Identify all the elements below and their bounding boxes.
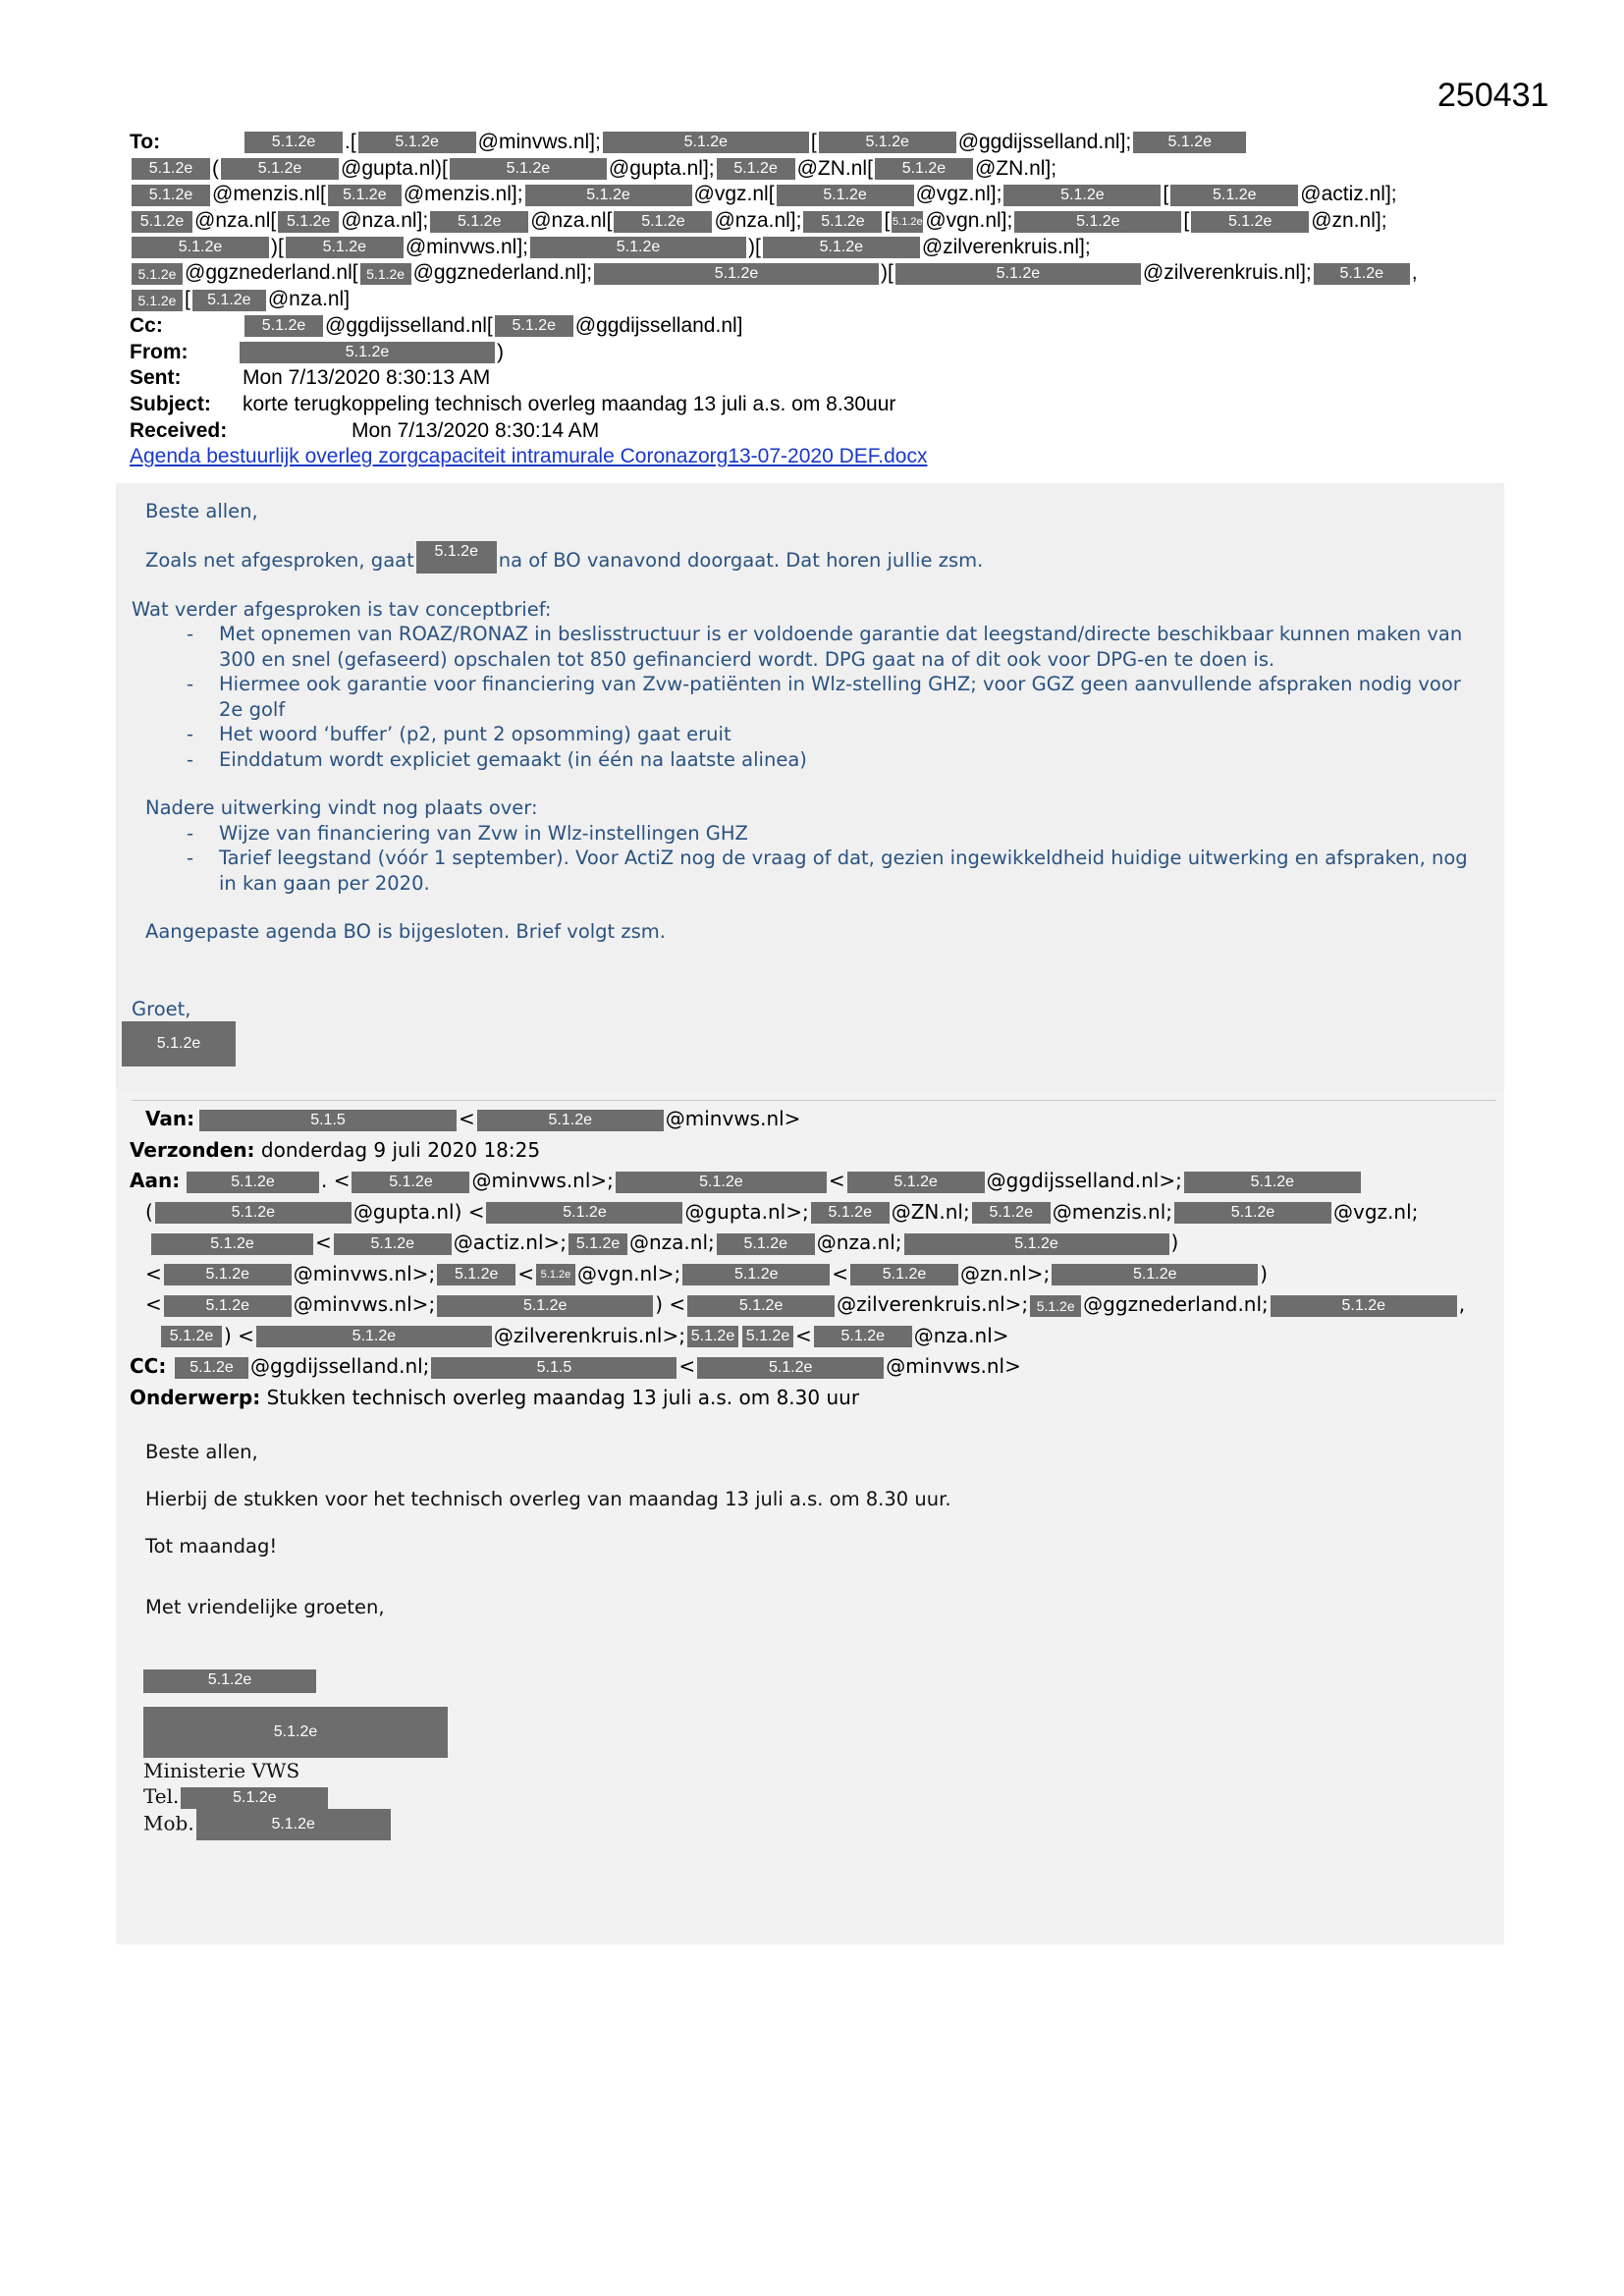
to-label: To: xyxy=(130,131,161,153)
redaction: 5.1.2e xyxy=(616,1172,827,1193)
redaction: 5.1.2e xyxy=(175,1357,248,1379)
email-text: @minvws.nl> xyxy=(665,1107,801,1130)
redaction: 5.1.2e xyxy=(132,290,183,311)
redaction: 5.1.2e xyxy=(682,1264,830,1285)
to-line-2: 5.1.2e ( 5.1.2e @gupta.nl)[ 5.1.2e @gupta.nl]; 5.1.2e @ZN.nl[ 5.1.2e @ZN.nl]; xyxy=(130,156,1504,183)
aan-line-6: 5.1.2e ) < 5.1.2e @zilverenkruis.nl>; 5.1.2e 5.1.2e < 5.1.2e @nza.nl> xyxy=(130,1321,1504,1352)
redaction: 5.1.2e xyxy=(819,132,956,153)
email-text: @minvws.nl> xyxy=(886,1354,1021,1378)
subject-label: Subject: xyxy=(130,392,211,415)
greeting: Beste allen, xyxy=(145,500,258,522)
agreed-list xyxy=(187,622,1481,772)
email-text: @gupta.nl)[ xyxy=(341,156,448,180)
redaction: 5.1.2e xyxy=(352,1172,469,1193)
email-text: @menzis.nl[ xyxy=(212,183,326,206)
email-text: @ZN.nl[ xyxy=(796,156,873,180)
redaction: 5.1.2e xyxy=(1191,211,1309,233)
redaction: 5.1.2e xyxy=(122,1021,236,1066)
intro-text: na of BO vanavond doorgaat. Dat horen jullie zsm. xyxy=(498,548,984,572)
signature-block xyxy=(143,1669,448,1834)
redaction: 5.1.2e xyxy=(847,1172,985,1193)
redaction: 5.1.2e xyxy=(1314,263,1410,285)
verzonden-label: Verzonden: xyxy=(130,1137,255,1162)
email-text: @zilverenkruis.nl>; xyxy=(493,1323,685,1347)
email-text: @zn.nl>; xyxy=(960,1261,1051,1285)
email-text: @actiz.nl>; xyxy=(453,1230,567,1254)
redaction: 5.1.2e xyxy=(328,185,402,206)
closing-text: Aangepaste agenda BO is bijgesloten. Brief volgt zsm. xyxy=(145,920,666,943)
email-text: @vgz.nl]; xyxy=(915,183,1002,206)
received-line xyxy=(130,418,1504,445)
cc2-label: CC: xyxy=(130,1354,167,1378)
redaction: 5.1.2e xyxy=(811,1202,890,1224)
received-label: Received: xyxy=(130,418,228,442)
redaction: 5.1.2e xyxy=(430,211,528,233)
list-item: - Wijze van financiering van Zvw in Wlz-instellingen GHZ xyxy=(187,821,1481,847)
redaction: 5.1.2e xyxy=(568,1233,627,1255)
email-text: @minvws.nl>; xyxy=(293,1292,436,1316)
verzonden-line xyxy=(130,1135,1504,1167)
list-item: - Het woord ‘buffer’ (p2, punt 2 opsomming) gaat eruit xyxy=(187,722,1481,747)
verzonden-value: donderdag 9 juli 2020 18:25 xyxy=(260,1137,541,1162)
email-text: @ggznederland.nl; xyxy=(1083,1292,1269,1316)
redaction: 5.1.2e xyxy=(895,263,1141,285)
list-item: - Tarief leegstand (vóór 1 september). Voor ActiZ nog de vraag of dat, gezien ingewikkeldheid huidige uitwerking en afspraken, nog in kan gaan per 2020. xyxy=(187,846,1481,896)
aan-line-4: < 5.1.2e @minvws.nl>; 5.1.2e < 5.1.2e @vgn.nl>; 5.1.2e < 5.1.2e @zn.nl>; 5.1.2e ) xyxy=(145,1261,1269,1285)
email-text: @ZN.nl; xyxy=(891,1199,970,1224)
attachment-link[interactable]: Agenda bestuurlijk overleg zorgcapaciteit intramurale Coronazorg13-07-2020 DEF.docx xyxy=(130,445,928,468)
redaction: 5.1.2e xyxy=(525,185,692,206)
to-line-3: 5.1.2e @menzis.nl[ 5.1.2e @menzis.nl]; 5.1.2e @vgz.nl[ 5.1.2e @vgz.nl]; 5.1.2e [ 5.1.2e @actiz.nl]; xyxy=(130,182,1504,208)
redaction: 5.1.2e xyxy=(904,1233,1169,1255)
redaction: 5.1.2e xyxy=(850,1264,958,1285)
redaction: 5.1.2e xyxy=(530,237,746,258)
email-text: @gupta.nl) < xyxy=(352,1199,485,1224)
email-text: @nza.nl]; xyxy=(714,209,802,233)
redaction: 5.1.2e xyxy=(437,1264,515,1285)
email-text: @ZN.nl]; xyxy=(974,156,1057,180)
aan-label: Aan: xyxy=(130,1169,181,1192)
to-line-7: 5.1.2e [ 5.1.2e @nza.nl] xyxy=(130,287,1504,313)
onderwerp-value: Stukken technisch overleg maandag 13 juli a.s. om 8.30 uur xyxy=(266,1385,860,1409)
document-number: 250431 xyxy=(1437,77,1549,114)
aan-line-2: ( 5.1.2e @gupta.nl) < 5.1.2e @gupta.nl>; 5.1.2e @ZN.nl; 5.1.2e @menzis.nl; 5.1.2e @vgz.nl; xyxy=(145,1199,1419,1224)
redaction: 5.1.2e xyxy=(132,158,210,180)
redaction: 5.1.2e xyxy=(1133,132,1246,153)
email-text: @ggdijsselland.nl>; xyxy=(986,1169,1182,1192)
onderwerp-label: Onderwerp: xyxy=(130,1385,261,1409)
email-text: @menzis.nl; xyxy=(1052,1199,1172,1224)
email-text: @minvws.nl]; xyxy=(477,131,601,153)
redaction: 5.1.2e xyxy=(687,1295,835,1317)
redaction: 5.1.2e xyxy=(1170,185,1298,206)
redaction: 5.1.2e xyxy=(477,1110,664,1131)
list-item: - Met opnemen van ROAZ/RONAZ in beslisstructuur is er voldoende garantie dat leegstand/directe beschikbaar kunnen maken van 300 en snel (gefaseerd) opschalen tot 850 gefinancierd wordt. DPG gaat na of dit ook voor DPG-en te doen is. xyxy=(187,622,1481,672)
email-text: @ggdijsselland.nl[ xyxy=(325,313,493,337)
redaction: 5.1.2e xyxy=(196,1809,391,1840)
email-text: @vgn.nl]; xyxy=(925,209,1013,233)
email-text: @vgz.nl[ xyxy=(693,183,775,206)
redaction: 5.1.2e xyxy=(358,132,476,153)
sent-value: Mon 7/13/2020 8:30:13 AM xyxy=(243,366,491,390)
email-text: @vgz.nl; xyxy=(1333,1199,1419,1224)
intro-text: Zoals net afgesproken, gaat xyxy=(145,548,414,572)
attachment-line xyxy=(130,444,1504,470)
email-text: @minvws.nl>; xyxy=(471,1169,614,1192)
email-text: @minvws.nl]; xyxy=(405,235,528,258)
redaction: 5.1.2e xyxy=(278,211,339,233)
redaction: 5.1.2e xyxy=(240,342,495,363)
email-text: @ggdijsselland.nl] xyxy=(574,313,743,337)
email-text: @nza.nl[ xyxy=(194,209,277,233)
sent-label: Sent: xyxy=(130,366,182,390)
cc-line xyxy=(130,313,1504,340)
redaction: 5.1.2e xyxy=(416,541,497,574)
forwarded-header xyxy=(130,1104,1504,1413)
email-text: @nza.nl[ xyxy=(530,209,613,233)
signoff: Groet, xyxy=(132,998,191,1020)
redaction: 5.1.2e xyxy=(132,211,192,233)
from-line: From: 5.1.2e ) xyxy=(130,340,1504,366)
divider xyxy=(132,1100,1496,1101)
redaction: 5.1.2e xyxy=(486,1202,682,1224)
tel-line xyxy=(143,1783,448,1809)
redaction: 5.1.2e xyxy=(742,1326,793,1347)
to-line-1: To: 5.1.2e .[ 5.1.2e @minvws.nl]; 5.1.2e [ 5.1.2e @ggdijsselland.nl]; 5.1.2e xyxy=(130,130,1504,156)
to-line-6: 5.1.2e @ggznederland.nl[ 5.1.2e @ggznederland.nl]; 5.1.2e )[ 5.1.2e @zilverenkruis.nl]; 5.1.2e , xyxy=(130,260,1504,287)
redaction: 5.1.2e xyxy=(892,211,923,233)
redaction: 5.1.2e xyxy=(1174,1202,1331,1224)
redaction: 5.1.2e xyxy=(143,1707,448,1758)
body-line: Tot maandag! xyxy=(145,1535,278,1558)
redaction: 5.1.2e xyxy=(151,1233,313,1255)
email-text: @nza.nl> xyxy=(913,1323,1009,1347)
from-label: From: xyxy=(130,340,189,363)
redaction: 5.1.2e xyxy=(1003,185,1161,206)
onderwerp-line xyxy=(130,1383,1504,1414)
redaction: 5.1.2e xyxy=(972,1202,1051,1224)
email-text: @zilverenkruis.nl]; xyxy=(1142,261,1312,285)
redaction: 5.1.2e xyxy=(164,1295,292,1317)
redaction: 5.1.5 xyxy=(199,1110,457,1131)
email-text: @gupta.nl]; xyxy=(608,156,715,180)
intro-paragraph xyxy=(145,542,1481,574)
ministry-name: Ministerie VWS xyxy=(143,1759,300,1782)
email-text: @zilverenkruis.nl]; xyxy=(921,235,1091,258)
redaction: 5.1.2e xyxy=(360,263,411,285)
redaction: 5.1.2e xyxy=(875,158,973,180)
redaction: 5.1.2e xyxy=(192,290,266,311)
subject-value: korte terugkoppeling technisch overleg maandag 13 juli a.s. om 8.30uur xyxy=(243,392,896,415)
redaction: 5.1.2e xyxy=(697,1357,884,1379)
redaction: 5.1.2e xyxy=(1184,1172,1361,1193)
email-text: @menzis.nl]; xyxy=(403,183,523,206)
email-text: @zn.nl]; xyxy=(1311,209,1387,233)
redaction: 5.1.2e xyxy=(132,185,210,206)
email-text: @zilverenkruis.nl>; xyxy=(837,1292,1029,1316)
email-text: @gupta.nl>; xyxy=(684,1199,809,1224)
redaction: 5.1.2e xyxy=(244,315,323,337)
aan-line-5: < 5.1.2e @minvws.nl>; 5.1.2e ) < 5.1.2e @zilverenkruis.nl>; 5.1.2e @ggznederland.nl; 5.1.2e , xyxy=(145,1292,1466,1316)
redaction: 5.1.2e xyxy=(155,1202,352,1224)
email-header xyxy=(130,130,1504,470)
list-item: - Hiermee ook garantie voor financiering van Zvw-patiënten in Wlz-stelling GHZ; voor GGZ geen aanvullende afspraken nodig voor 2e golf xyxy=(187,672,1481,722)
redaction: 5.1.2e xyxy=(181,1787,328,1809)
received-value: Mon 7/13/2020 8:30:14 AM xyxy=(352,418,600,442)
van-line: Van: 5.1.5 < 5.1.2e @minvws.nl> xyxy=(130,1104,1504,1135)
mob-line xyxy=(143,1809,448,1834)
redaction: 5.1.2e xyxy=(164,1264,292,1285)
redaction: 5.1.2e xyxy=(437,1295,653,1317)
redaction: 5.1.2e xyxy=(814,1326,912,1347)
aan-line-1: Aan: 5.1.2e . < 5.1.2e @minvws.nl>; 5.1.2e < 5.1.2e @ggdijsselland.nl>; 5.1.2e xyxy=(130,1166,1504,1197)
redaction: 5.1.2e xyxy=(536,1264,575,1285)
redaction: 5.1.2e xyxy=(450,158,607,180)
redaction: 5.1.2e xyxy=(803,211,882,233)
to-line-5: 5.1.2e )[ 5.1.2e @minvws.nl]; 5.1.2e )[ 5.1.2e @zilverenkruis.nl]; xyxy=(130,235,1504,261)
greeting: Beste allen, xyxy=(145,1441,258,1463)
email-text: @nza.nl] xyxy=(267,288,351,311)
redaction: 5.1.2e xyxy=(1052,1264,1258,1285)
email-text: @ggznederland.nl[ xyxy=(185,261,358,285)
van-label: Van: xyxy=(145,1107,195,1130)
cc-label: Cc: xyxy=(130,313,163,337)
mob-label: Mob. xyxy=(143,1811,194,1835)
redaction: 5.1.2e xyxy=(687,1326,738,1347)
redaction: 5.1.5 xyxy=(431,1357,677,1379)
redaction: 5.1.2e xyxy=(1271,1295,1457,1317)
redaction: 5.1.2e xyxy=(777,185,914,206)
redaction: 5.1.2e xyxy=(1030,1295,1081,1317)
redaction: 5.1.2e xyxy=(594,263,879,285)
email-text: @minvws.nl>; xyxy=(293,1261,436,1285)
email-text: @ggznederland.nl]; xyxy=(412,261,593,285)
redaction: 5.1.2e xyxy=(495,315,573,337)
redaction: 5.1.2e xyxy=(1014,211,1181,233)
redaction: 5.1.2e xyxy=(161,1326,222,1347)
regards: Met vriendelijke groeten, xyxy=(145,1596,385,1618)
further-heading: Nadere uitwerking vindt nog plaats over: xyxy=(145,796,538,819)
aan-line-3: 5.1.2e < 5.1.2e @actiz.nl>; 5.1.2e @nza.nl; 5.1.2e @nza.nl; 5.1.2e ) xyxy=(130,1228,1504,1259)
forwarded-body xyxy=(145,1440,1481,1642)
redaction: 5.1.2e xyxy=(286,237,404,258)
redaction: 5.1.2e xyxy=(187,1172,319,1193)
redaction: 5.1.2e xyxy=(763,237,920,258)
to-line-4: 5.1.2e @nza.nl[ 5.1.2e @nza.nl]; 5.1.2e @nza.nl[ 5.1.2e @nza.nl]; 5.1.2e [ 5.1.2e @vgn.nl]; 5.1.2e [ 5.1.2e @zn.nl]; xyxy=(130,208,1504,235)
sent-line xyxy=(130,365,1504,392)
redaction: 5.1.2e xyxy=(603,132,809,153)
subject-line xyxy=(130,392,1504,418)
email-text: @nza.nl; xyxy=(629,1230,715,1254)
email-text: @nza.nl]; xyxy=(341,209,429,233)
further-list xyxy=(187,821,1481,897)
redaction: 5.1.2e xyxy=(132,237,269,258)
redaction: 5.1.2e xyxy=(717,1233,815,1255)
email-text: @ggdijsselland.nl]; xyxy=(957,131,1132,153)
redaction: 5.1.2e xyxy=(614,211,712,233)
email-text: @vgn.nl>; xyxy=(576,1261,681,1285)
message-body xyxy=(132,499,1481,968)
redaction: 5.1.2e xyxy=(334,1233,452,1255)
tel-label: Tel. xyxy=(143,1784,180,1808)
list-item: - Einddatum wordt expliciet gemaakt (in één na laatste alinea) xyxy=(187,747,1481,773)
redaction: 5.1.2e xyxy=(256,1326,492,1347)
email-text: @nza.nl; xyxy=(816,1230,902,1254)
redaction: 5.1.2e xyxy=(132,263,183,285)
redaction: 5.1.2e xyxy=(221,158,339,180)
body-line: Hierbij de stukken voor het technisch overleg van maandag 13 juli a.s. om 8.30 uur. xyxy=(145,1488,951,1510)
redaction: 5.1.2e xyxy=(143,1669,316,1693)
email-text: @actiz.nl]; xyxy=(1300,183,1397,206)
agreed-heading: Wat verder afgesproken is tav conceptbrief: xyxy=(132,597,552,621)
redaction: 5.1.2e xyxy=(717,158,795,180)
redaction: 5.1.2e xyxy=(244,132,343,153)
email-text: @ggdijsselland.nl; xyxy=(250,1354,430,1378)
cc2-line: CC: 5.1.2e @ggdijsselland.nl; 5.1.5 < 5.1.2e @minvws.nl> xyxy=(130,1351,1504,1383)
